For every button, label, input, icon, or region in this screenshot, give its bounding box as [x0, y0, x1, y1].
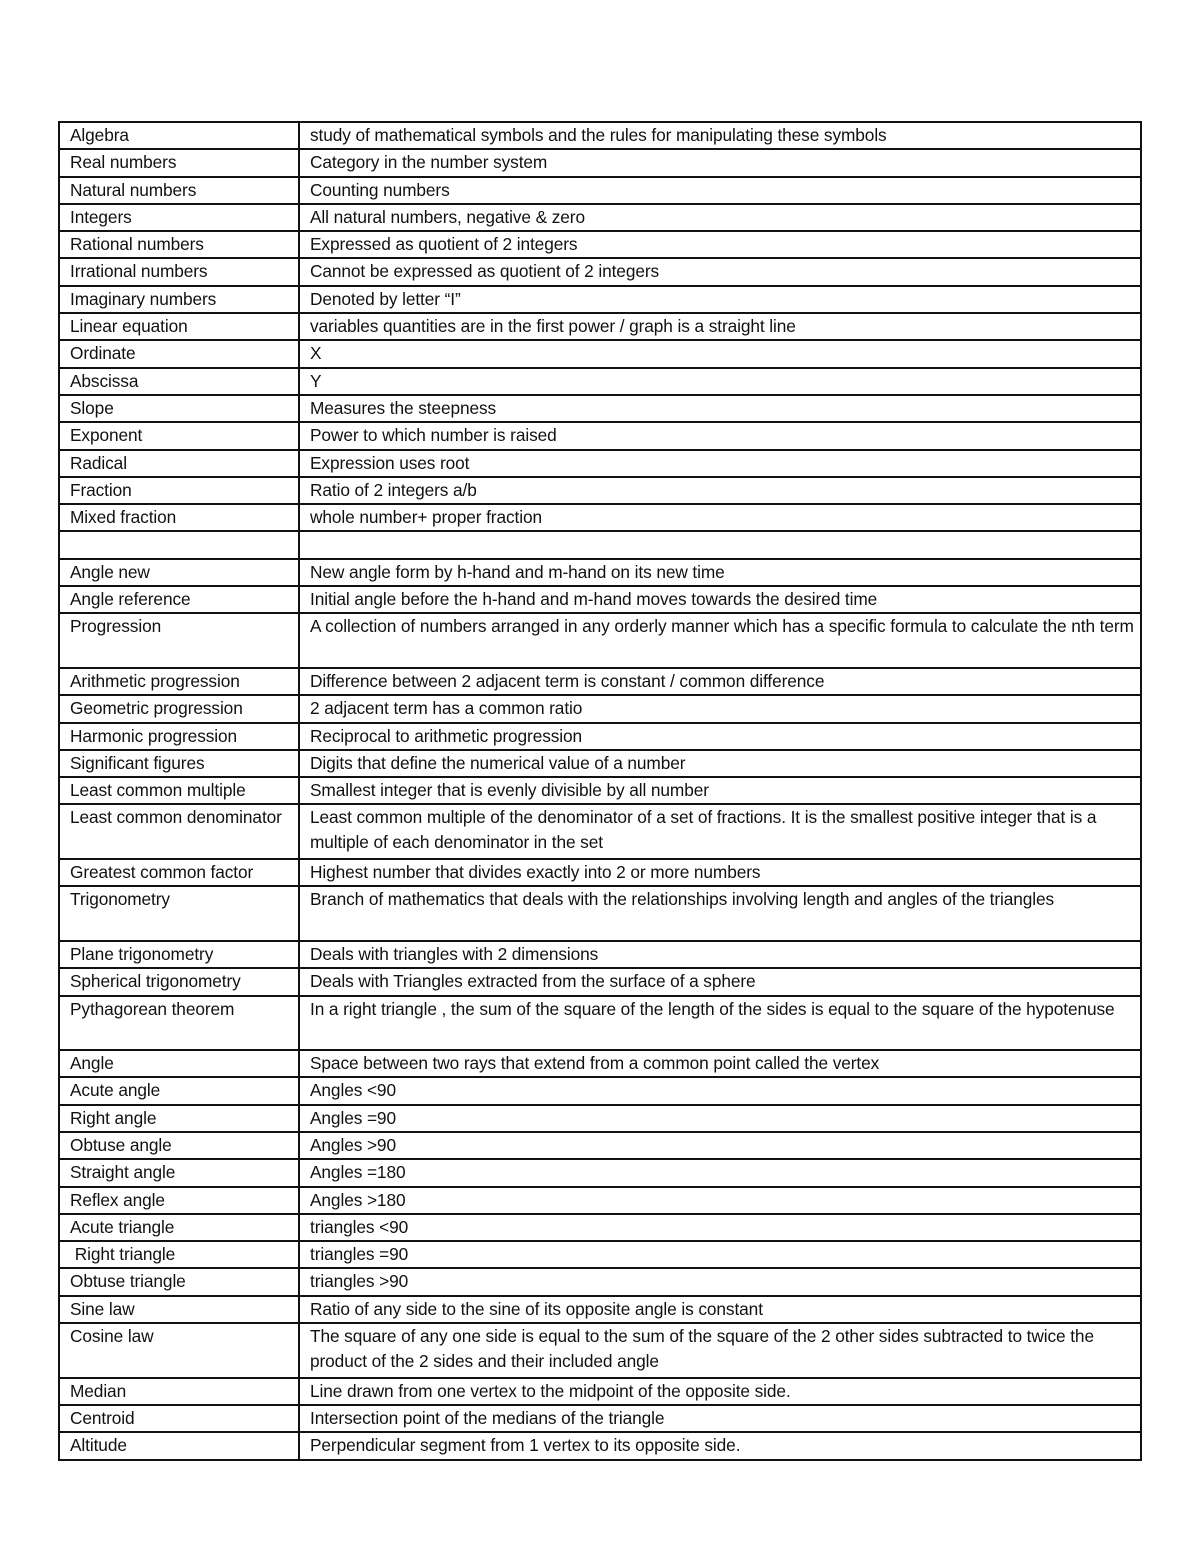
table-row — [59, 1187, 1141, 1214]
term-cell: Abscissa — [59, 368, 299, 395]
definition-cell: Counting numbers — [299, 177, 1141, 204]
term-cell: Angle new — [59, 559, 299, 586]
term-cell: Integers — [59, 204, 299, 231]
table-row — [59, 1296, 1141, 1323]
table-row — [59, 504, 1141, 531]
table-row — [59, 177, 1141, 204]
definition-cell: whole number+ proper fraction — [299, 504, 1141, 531]
definition-cell: Angles =180 — [299, 1159, 1141, 1186]
term-cell: Imaginary numbers — [59, 286, 299, 313]
definition-cell: Initial angle before the h-hand and m-hand moves towards the desired time — [299, 586, 1141, 613]
definition-cell: Angles >180 — [299, 1187, 1141, 1214]
term-cell: Right triangle — [59, 1241, 299, 1268]
definition-cell: variables quantities are in the first power / graph is a straight line — [299, 313, 1141, 340]
term-cell: Plane trigonometry — [59, 941, 299, 968]
table-row — [59, 368, 1141, 395]
term-cell: Median — [59, 1378, 299, 1405]
table-row — [59, 149, 1141, 176]
definition-cell: A collection of numbers arranged in any orderly manner which has a specific formula to calculate the nth term — [299, 613, 1141, 668]
table-row — [59, 1323, 1141, 1378]
definition-cell: 2 adjacent term has a common ratio — [299, 695, 1141, 722]
definition-cell: Angles >90 — [299, 1132, 1141, 1159]
term-cell: Ordinate — [59, 340, 299, 367]
definition-cell: Deals with Triangles extracted from the surface of a sphere — [299, 968, 1141, 995]
table-row — [59, 1050, 1141, 1077]
table-row-empty — [59, 531, 1141, 558]
definition-cell: The square of any one side is equal to the sum of the square of the 2 other sides subtracted to twice the product of the 2 sides and their included angle — [299, 1323, 1141, 1378]
definition-cell: Ratio of 2 integers a/b — [299, 477, 1141, 504]
table-row — [59, 258, 1141, 285]
table-row — [59, 286, 1141, 313]
definition-cell: Expressed as quotient of 2 integers — [299, 231, 1141, 258]
table-row — [59, 859, 1141, 886]
term-cell: Acute triangle — [59, 1214, 299, 1241]
table-row — [59, 1241, 1141, 1268]
table-row — [59, 559, 1141, 586]
term-cell: Least common denominator — [59, 804, 299, 859]
term-cell: Spherical trigonometry — [59, 968, 299, 995]
definition-cell: Deals with triangles with 2 dimensions — [299, 941, 1141, 968]
table-row — [59, 1132, 1141, 1159]
term-cell: Geometric progression — [59, 695, 299, 722]
table-row — [59, 340, 1141, 367]
table-row — [59, 996, 1141, 1051]
term-cell: Radical — [59, 450, 299, 477]
table-row — [59, 1159, 1141, 1186]
term-cell: Arithmetic progression — [59, 668, 299, 695]
definition-cell: Y — [299, 368, 1141, 395]
table-row — [59, 750, 1141, 777]
table-row — [59, 1077, 1141, 1104]
term-cell: Irrational numbers — [59, 258, 299, 285]
term-cell: Algebra — [59, 122, 299, 149]
table-row — [59, 968, 1141, 995]
term-cell: Sine law — [59, 1296, 299, 1323]
definition-cell: Space between two rays that extend from a common point called the vertex — [299, 1050, 1141, 1077]
table-row — [59, 1105, 1141, 1132]
table-row — [59, 941, 1141, 968]
glossary-table — [58, 121, 1142, 1461]
term-cell: Significant figures — [59, 750, 299, 777]
term-cell: Least common multiple — [59, 777, 299, 804]
definition-cell: Denoted by letter “I” — [299, 286, 1141, 313]
term-cell: Acute angle — [59, 1077, 299, 1104]
definition-cell — [299, 531, 1141, 558]
table-row — [59, 450, 1141, 477]
table-row — [59, 1268, 1141, 1295]
table-row — [59, 395, 1141, 422]
table-row — [59, 231, 1141, 258]
definition-cell: Category in the number system — [299, 149, 1141, 176]
definition-cell: Least common multiple of the denominator of a set of fractions. It is the smallest positive integer that is a multiple of each denominator in the set — [299, 804, 1141, 859]
definition-cell: study of mathematical symbols and the rules for manipulating these symbols — [299, 122, 1141, 149]
term-cell: Cosine law — [59, 1323, 299, 1378]
definition-cell: Angles =90 — [299, 1105, 1141, 1132]
definition-cell: Branch of mathematics that deals with the relationships involving length and angles of the triangles — [299, 886, 1141, 941]
term-cell: Right angle — [59, 1105, 299, 1132]
term-cell: Exponent — [59, 422, 299, 449]
definition-cell: Intersection point of the medians of the triangle — [299, 1405, 1141, 1432]
table-row — [59, 313, 1141, 340]
term-cell: Linear equation — [59, 313, 299, 340]
term-cell: Straight angle — [59, 1159, 299, 1186]
term-cell: Natural numbers — [59, 177, 299, 204]
table-row — [59, 1432, 1141, 1459]
term-cell: Centroid — [59, 1405, 299, 1432]
definition-cell: Power to which number is raised — [299, 422, 1141, 449]
table-row — [59, 1378, 1141, 1405]
definition-cell: All natural numbers, negative & zero — [299, 204, 1141, 231]
term-cell: Real numbers — [59, 149, 299, 176]
table-row — [59, 668, 1141, 695]
term-cell: Progression — [59, 613, 299, 668]
table-row — [59, 777, 1141, 804]
definition-cell: triangles =90 — [299, 1241, 1141, 1268]
definition-cell: triangles <90 — [299, 1214, 1141, 1241]
table-row — [59, 613, 1141, 668]
table-row — [59, 122, 1141, 149]
document-page — [58, 121, 1140, 1461]
table-row — [59, 1405, 1141, 1432]
table-row — [59, 477, 1141, 504]
definition-cell: Ratio of any side to the sine of its opposite angle is constant — [299, 1296, 1141, 1323]
table-row — [59, 723, 1141, 750]
term-cell: Angle — [59, 1050, 299, 1077]
table-row — [59, 804, 1141, 859]
definition-cell: Smallest integer that is evenly divisible by all number — [299, 777, 1141, 804]
table-row — [59, 586, 1141, 613]
table-row — [59, 695, 1141, 722]
definition-cell: Measures the steepness — [299, 395, 1141, 422]
term-cell: Mixed fraction — [59, 504, 299, 531]
table-row — [59, 422, 1141, 449]
term-cell: Greatest common factor — [59, 859, 299, 886]
definition-cell: Difference between 2 adjacent term is constant / common difference — [299, 668, 1141, 695]
term-cell: Altitude — [59, 1432, 299, 1459]
term-cell: Angle reference — [59, 586, 299, 613]
definition-cell: Reciprocal to arithmetic progression — [299, 723, 1141, 750]
definition-cell: Cannot be expressed as quotient of 2 integers — [299, 258, 1141, 285]
term-cell: Slope — [59, 395, 299, 422]
term-cell: Reflex angle — [59, 1187, 299, 1214]
term-cell: Pythagorean theorem — [59, 996, 299, 1051]
table-row — [59, 204, 1141, 231]
term-cell — [59, 531, 299, 558]
definition-cell: Expression uses root — [299, 450, 1141, 477]
term-cell: Trigonometry — [59, 886, 299, 941]
term-cell: Fraction — [59, 477, 299, 504]
definition-cell: Perpendicular segment from 1 vertex to its opposite side. — [299, 1432, 1141, 1459]
definition-cell: triangles >90 — [299, 1268, 1141, 1295]
term-cell: Obtuse angle — [59, 1132, 299, 1159]
definition-cell: Angles <90 — [299, 1077, 1141, 1104]
term-cell: Rational numbers — [59, 231, 299, 258]
definition-cell: Digits that define the numerical value of a number — [299, 750, 1141, 777]
term-cell: Harmonic progression — [59, 723, 299, 750]
definition-cell: Line drawn from one vertex to the midpoint of the opposite side. — [299, 1378, 1141, 1405]
definition-cell: New angle form by h-hand and m-hand on its new time — [299, 559, 1141, 586]
definition-cell: X — [299, 340, 1141, 367]
table-row — [59, 1214, 1141, 1241]
glossary-table-body — [59, 122, 1141, 1460]
definition-cell: Highest number that divides exactly into 2 or more numbers — [299, 859, 1141, 886]
definition-cell: In a right triangle , the sum of the square of the length of the sides is equal to the square of the hypotenuse — [299, 996, 1141, 1051]
term-cell: Obtuse triangle — [59, 1268, 299, 1295]
table-row — [59, 886, 1141, 941]
